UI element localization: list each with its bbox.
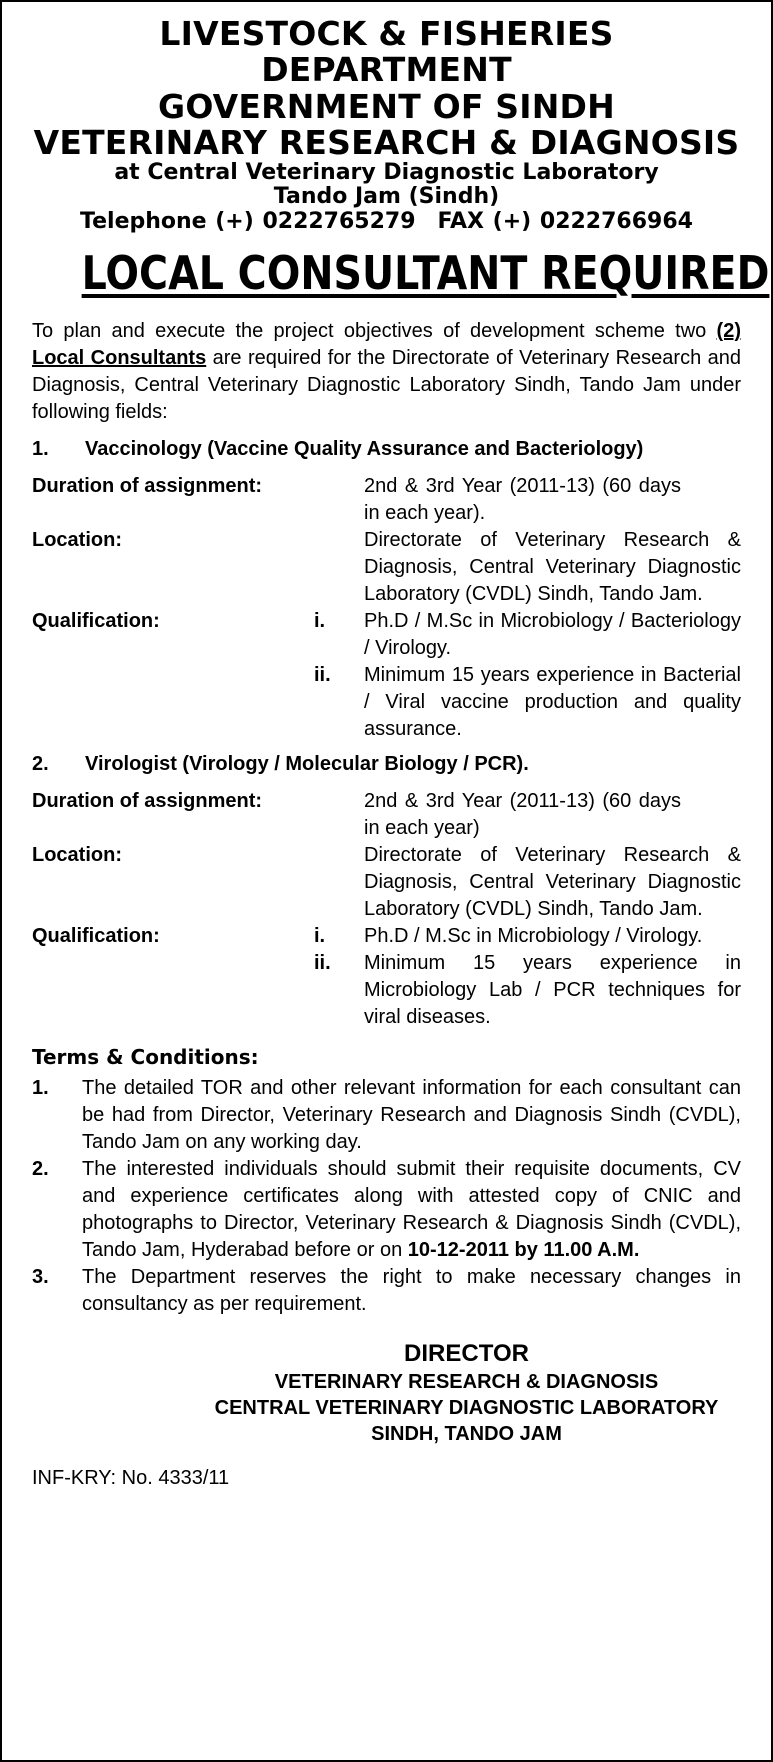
term-text: The detailed TOR and other relevant information for each consultant can be had from Director, Veterinary Research and Diagnosis Sindh (CVDL), Tando Jam on any working day. — [82, 1076, 741, 1153]
qualification-label-spacer — [32, 950, 314, 1031]
qualification-number: ii. — [314, 951, 331, 974]
deadline: 10-12-2011 by 11.00 A.M. — [407, 1238, 640, 1261]
section-title: Vaccinology (Vaccine Quality Assurance and Bacteriology) — [85, 437, 644, 460]
intro-highlight: (2) Local Consultants — [32, 319, 741, 369]
duration-value: 2nd & 3rd Year (2011-13) (60 days in each year). — [364, 474, 681, 524]
duration-value: 2nd & 3rd Year (2011-13) (60 days in each year) — [364, 789, 681, 839]
contact-line — [32, 210, 741, 234]
term-item — [32, 1075, 741, 1156]
qualification-value: Ph.D / M.Sc in Microbiology / Virology. — [364, 924, 703, 947]
signatory-line: VETERINARY RESEARCH & DIAGNOSIS — [274, 1370, 659, 1393]
section-heading — [32, 438, 741, 461]
government-name: GOVERNMENT OF SINDH — [158, 86, 615, 126]
duration-label: Duration of assignment: — [32, 789, 263, 812]
qualification-row — [32, 608, 741, 662]
signature-block — [192, 1338, 741, 1447]
qualification-label-spacer — [32, 662, 314, 743]
term-number: 3. — [32, 1265, 49, 1288]
terms-section — [32, 1045, 741, 1318]
duration-row — [32, 788, 741, 842]
telephone-number: Telephone (+) 0222765279 — [80, 208, 416, 234]
location-label: Location: — [32, 843, 122, 866]
directorate-name: VETERINARY RESEARCH & DIAGNOSIS — [33, 122, 740, 162]
department-name: LIVESTOCK & FISHERIES DEPARTMENT — [159, 14, 614, 90]
fax-number: FAX (+) 0222766964 — [437, 208, 693, 234]
location-label: Location: — [32, 528, 122, 551]
signatory-line: SINDH, TANDO JAM — [371, 1422, 562, 1445]
term-number: 1. — [32, 1076, 49, 1099]
header — [32, 16, 741, 234]
term-text: The Department reserves the right to make necessary changes in consultancy as per requirement. — [82, 1265, 741, 1315]
section-heading — [32, 753, 741, 776]
duration-row — [32, 473, 741, 527]
qualification-label: Qualification: — [32, 924, 160, 947]
term-item — [32, 1156, 741, 1264]
qualification-value: Minimum 15 years experience in Bacterial / Viral vaccine production and quality assurance. — [364, 663, 741, 740]
intro-text-start: To plan and execute the project objectives of development scheme two — [32, 319, 717, 342]
page-title: LOCAL CONSULTANT REQUIRED — [81, 245, 770, 300]
term-text-body: The interested individuals should submit their requisite documents, CV and experience certificates along with attested copy of CNIC and photographs to Director, Veterinary Research & Diagnosis Sindh (CVDL), Tando Jam, Hyderabad before or on — [82, 1157, 741, 1261]
qualification-number: ii. — [314, 663, 331, 686]
qualification-value: Ph.D / M.Sc in Microbiology / Bacteriology / Virology. — [364, 609, 741, 659]
duration-label: Duration of assignment: — [32, 474, 263, 497]
location-name: Tando Jam (Sindh) — [273, 184, 500, 210]
location-row — [32, 527, 741, 608]
location-value: Directorate of Veterinary Research & Diagnosis, Central Veterinary Diagnostic Laboratory (CVDL) Sindh, Tando Jam. — [364, 843, 741, 920]
qualification-row — [32, 923, 741, 950]
section-virologist — [32, 753, 741, 1031]
section-number: 1. — [32, 437, 49, 460]
intro-paragraph — [32, 318, 741, 426]
signatory-title: DIRECTOR — [404, 1339, 529, 1367]
intro-text-end: are required for the Directorate of Veterinary Research and Diagnosis, Central Veterinary Diagnostic Laboratory Sindh, Tando Jam under following fields: — [32, 346, 741, 423]
qualification-row — [32, 662, 741, 743]
section-title: Virologist (Virology / Molecular Biology / PCR). — [85, 752, 529, 775]
qualification-number: i. — [314, 609, 326, 632]
qualification-label: Qualification: — [32, 609, 160, 632]
term-item — [32, 1264, 741, 1318]
term-number: 2. — [32, 1157, 49, 1180]
qualification-number: i. — [314, 924, 326, 947]
qualification-value: Minimum 15 years experience in Microbiology Lab / PCR techniques for viral diseases. — [364, 951, 741, 1028]
location-row — [32, 842, 741, 923]
qualification-row — [32, 950, 741, 1031]
location-value: Directorate of Veterinary Research & Diagnosis, Central Veterinary Diagnostic Laboratory (CVDL) Sindh, Tando Jam. — [364, 528, 741, 605]
section-vaccinology — [32, 438, 741, 743]
signatory-line: CENTRAL VETERINARY DIAGNOSTIC LABORATORY — [214, 1396, 719, 1419]
section-number: 2. — [32, 752, 49, 775]
term-text — [82, 1156, 741, 1264]
laboratory-name: at Central Veterinary Diagnostic Laboratory — [114, 160, 659, 186]
terms-title: Terms & Conditions: — [32, 1044, 259, 1069]
reference-number: INF-KRY: No. 4333/11 — [32, 1466, 230, 1489]
